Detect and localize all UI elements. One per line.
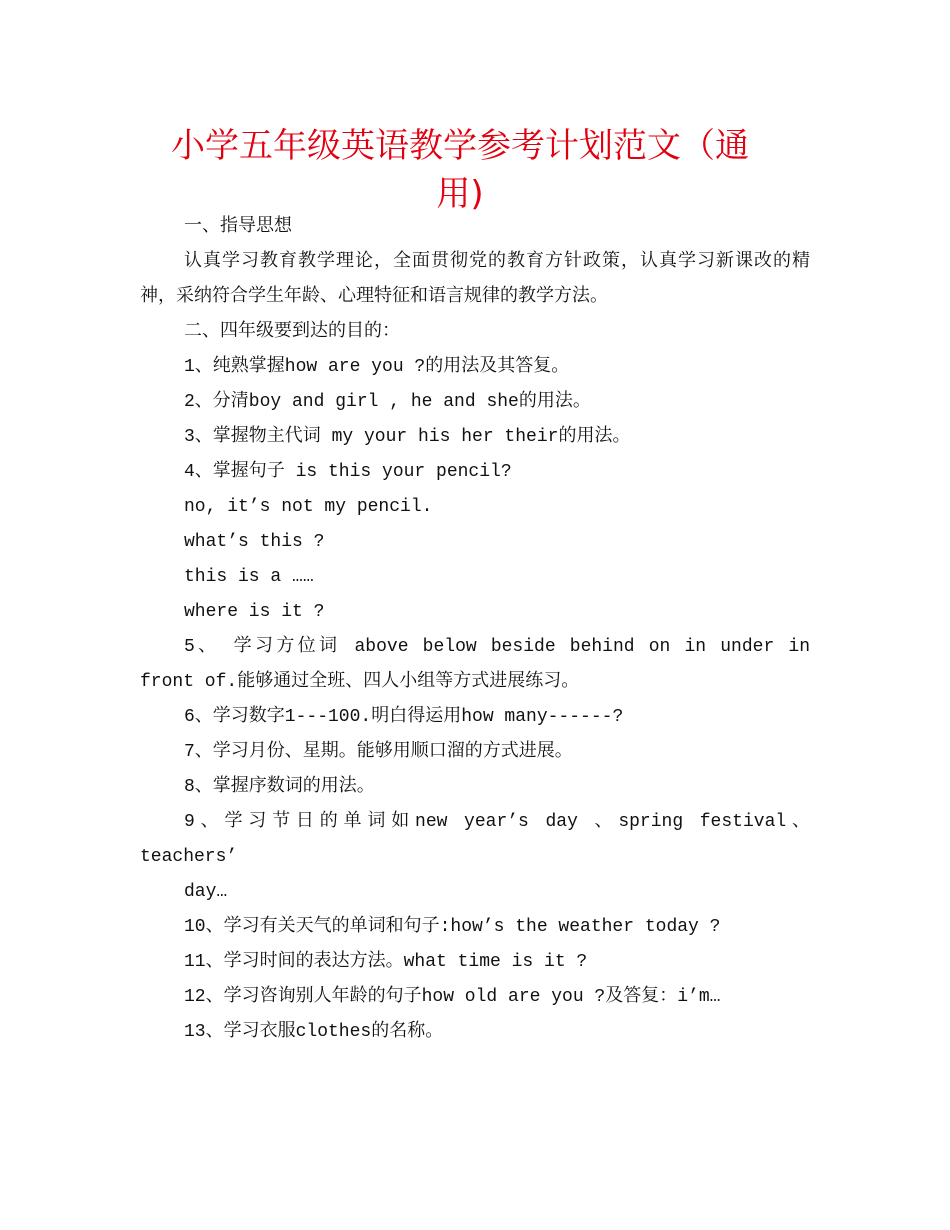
document-title: 小学五年级英语教学参考计划范文（通用): [171, 126, 749, 214]
goal-item-4-example-4: where is it ?: [184, 602, 325, 622]
goal-item-6: 6、学习数字1---100.明白得运用how many------?: [184, 707, 624, 727]
goal-item-13: 13、学习衣服clothes的名称。: [184, 1022, 444, 1042]
paragraph-guiding-thought: 认真学习教育教学理论，全面贯彻党的教育方针政策，认真学习新课改的精神，采纳符合学生年龄、心理特征和语言规律的教学方法。: [140, 252, 810, 307]
goal-item-7: 7、学习月份、星期。能够用顺口溜的方式进展。: [184, 742, 573, 762]
goal-item-4-example-2: what’s this ?: [184, 532, 325, 552]
document-body: [140, 210, 810, 1050]
goal-item-1: 1、纯熟掌握how are you ?的用法及其答复。: [184, 357, 570, 377]
goal-item-11: 11、学习时间的表达方法。what time is it ?: [184, 952, 588, 972]
goal-item-10: 10、学习有关天气的单词和句子:how’s the weather today ?: [184, 917, 721, 937]
goal-item-9: 9、学习节日的单词如new year’s day 、spring festival、teachers’: [140, 812, 810, 867]
section-heading-guiding-thought: 一、指导思想: [184, 217, 292, 237]
section-heading-goals: 二、四年级要到达的目的：: [184, 322, 400, 342]
goal-item-3: 3、掌握物主代词 my your his her their的用法。: [184, 427, 631, 447]
goal-item-5: 5、 学习方位词 above below beside behind on in under in front of.能够通过全班、四人小组等方式进展练习。: [140, 637, 810, 692]
goal-item-4: 4、掌握句子 is this your pencil?: [184, 462, 512, 482]
goal-item-4-example-1: no, it’s not my pencil.: [184, 497, 433, 517]
goal-item-4-example-3: this is a ……: [184, 567, 314, 587]
goal-item-8: 8、掌握序数词的用法。: [184, 777, 375, 797]
goal-item-9-continuation: day…: [184, 882, 228, 902]
goal-item-2: 2、分清boy and girl , he and she的用法。: [184, 392, 591, 412]
goal-item-12: 12、学习咨询别人年龄的句子how old are you ?及答复：i’m…: [184, 987, 721, 1007]
